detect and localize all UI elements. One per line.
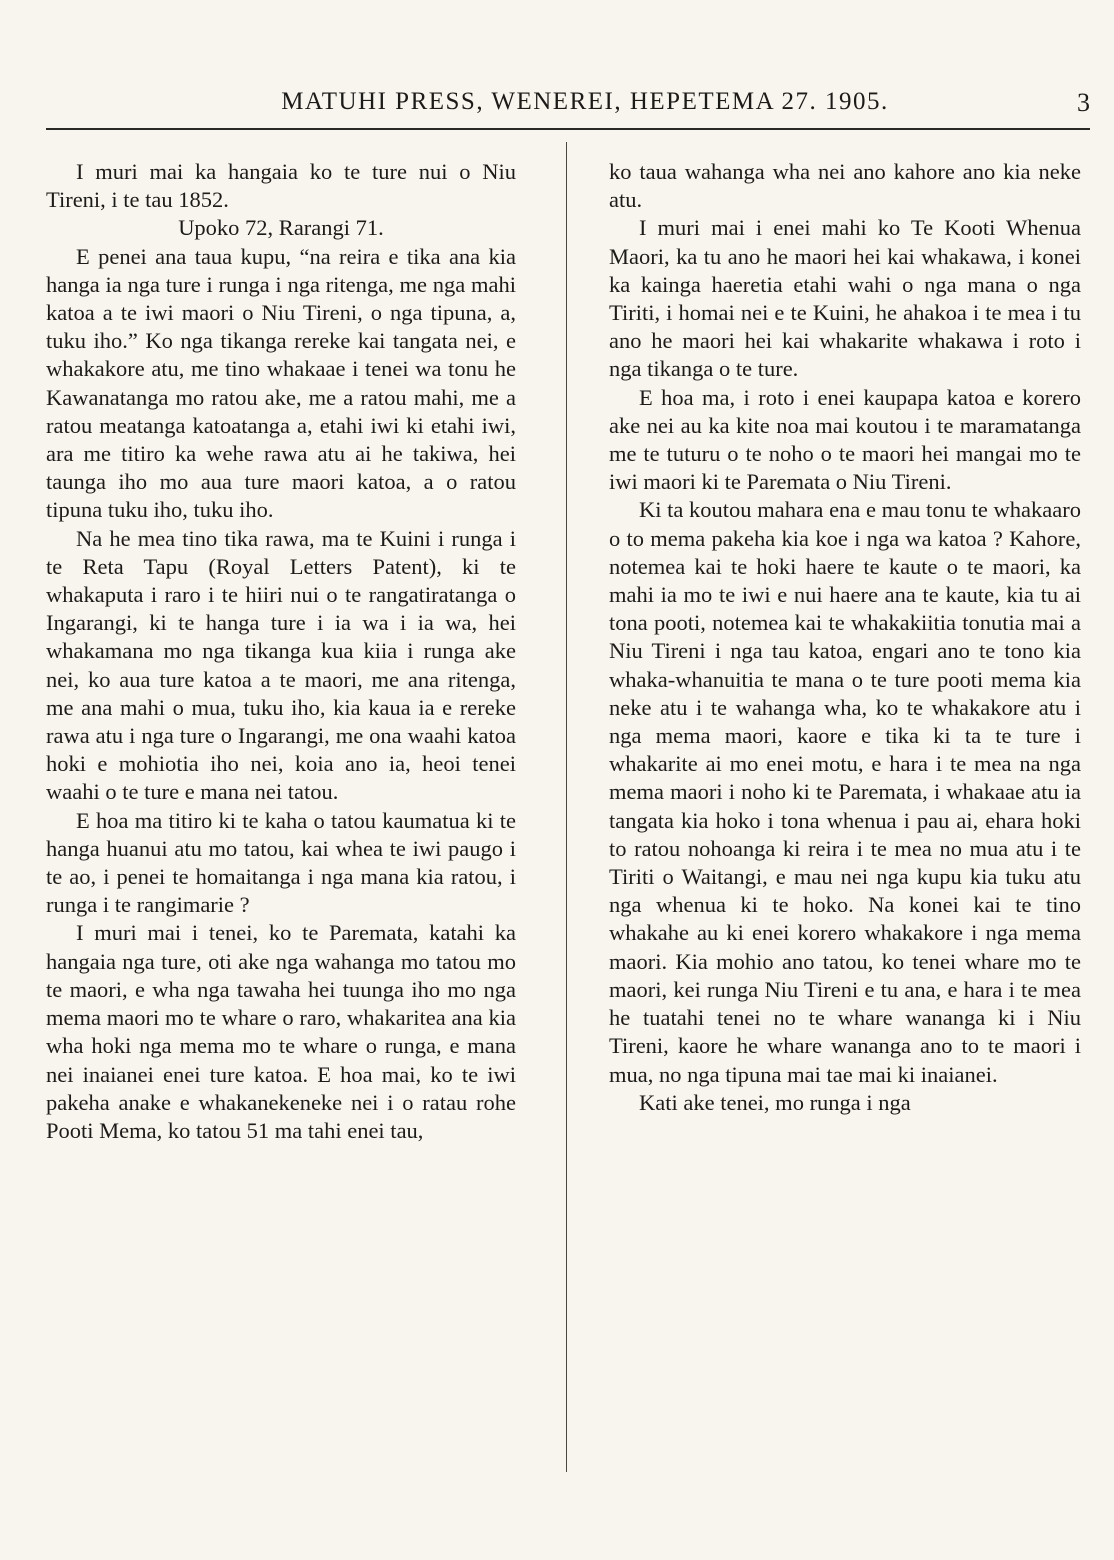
left-column bbox=[46, 158, 516, 1145]
paragraph: Ki ta koutou mahara ena e mau tonu te whakaaro o to mema pakeha kia koe i nga wa katoa ? Kahore, notemea kai te hoki haere te kaute o te maori, ka mahi ia mo te iwi e nui haere ana te kaute, kia tu ai tona pooti, notemea kai te whakakiitia tonutia mai a Niu Tireni i nga tau katoa, engari ano te tono kia whaka-whanuitia te mana o te ture pooti mema kia neke atu i te wahanga wha, ko te whakakore atu i nga mema maori, kaore e tika ki ta te ture i whakarite ai mo enei motu, e hara i te mea na nga mema maori i noho ki te Paremata, i whakaae atu ia tangata kia hoko i tona whenua i pau ai, ehara hoki to ratou nohoanga ki reira i te mea no mua atu i te Tiriti o Waitangi, e mau nei nga kupu kia tuku atu nga whenua ki te hoko. Na konei kai te tino whakahe au ki enei korero whakakore i nga mema maori. Kia mohio ano tatou, ko tenei whare mo te maori, kei runga Niu Tireni e tu ana, e hara i te mea he tuatahi tenei no te whare wananga ki i Niu Tireni, kaore he whare wananga ano to te maori i mua, no nga tipuna mai tae mai ki inaianei. bbox=[609, 497, 1081, 1087]
paragraph: ko taua wahanga wha nei ano kahore ano kia neke atu. bbox=[609, 159, 1081, 213]
paragraph: Kati ake tenei, mo runga i nga bbox=[639, 1089, 911, 1115]
section-reference: Upoko 72, Rarangi 71. bbox=[178, 215, 384, 241]
masthead-title: MATUHI PRESS, WENEREI, HEPETEMA 27. 1905. bbox=[281, 88, 889, 115]
column-divider bbox=[566, 142, 567, 1472]
paragraph: I muri mai ka hangaia ko te ture nui o Niu Tireni, i te tau 1852. bbox=[46, 159, 516, 213]
paragraph: I muri mai i tenei, ko te Paremata, katahi ka hangaia nga ture, oti ake nga wahanga mo tatou mo te maori, e wha nga tawaha hei tuunga iho mo nga mema maori mo te whare o raro, whakaritea ana kia wha hoki nga mema mo te whare o runga, e mana nei inaianei enei ture katoa. E hoa mai, ko te iwi pakeha anake e whakanekeneke nei i o ratau rohe Pooti Mema, ko tatou 51 ma tahi enei tau, bbox=[46, 920, 516, 1143]
page-number: 3 bbox=[1077, 88, 1090, 117]
paragraph: E hoa ma, i roto i enei kaupapa katoa e korero ake nei au ka kite noa mai koutou i te maramatanga me te tuturu o te noho o te maori hei mangai mo te iwi maori ki te Paremata o Niu Tireni. bbox=[609, 384, 1081, 495]
paragraph: E hoa ma titiro ki te kaha o tatou kaumatua ki te hanga huanui atu mo tatou, kai whea te iwi paugo i te ao, i penei te homaitanga i nga mana kia ratou, i runga i te rangimarie ? bbox=[46, 807, 516, 918]
right-column bbox=[609, 158, 1081, 1117]
paragraph: I muri mai i enei mahi ko Te Kooti Whenua Maori, ka tu ano he maori hei kai whakawa, i konei ka kainga haeretia etahi wahi o nga mana o nga Tiriti, i homai nei e te Kuini, he ahakoa i te mea i tu ano he maori hei kai whakarite whakawa i roto i nga tikanga o te ture. bbox=[609, 215, 1081, 382]
paragraph: Na he mea tino tika rawa, ma te Kuini i runga i te Reta Tapu (Royal Letters Patent), ki te whakaputa i raro i te hiiri nui o te rangatiratanga o Ingarangi, ki te hanga ture i ia wa i ia wa, hei whakamana mo nga tikanga kua kiia i runga ake nei, ko aua ture katoa a te maori, me ana ritenga, me ana mahi o mua, tuku iho, kia kaua ia e rereke rawa atu i nga ture o Ingarangi, me ona waahi katoa hoki e mohiotia iho nei, koia ano ia, heoi tenei waahi o te ture e mana nei tatou. bbox=[46, 525, 516, 805]
page-header bbox=[60, 88, 1090, 128]
paragraph: E penei ana taua kupu, “na reira e tika ana kia hanga ia nga ture i runga i nga ritenga, me nga mahi katoa a te iwi maori o Niu Tireni, o nga tipuna, a, tuku iho.” Ko nga tikanga rereke kai tangata nei, e whakakore atu, me tino whakaae i tenei wa tonu he Kawanatanga mo ratou ake, me a ratou mahi, me a ratou meatanga katoatanga a, etahi iwi ki etahi iwi, ara me titiro ka wehe rawa atu ai he takiwa, hei taunga iho mo aua ture maori katoa, a o ratou tipuna tuku iho, tuku iho. bbox=[46, 243, 516, 523]
header-rule bbox=[46, 128, 1090, 130]
